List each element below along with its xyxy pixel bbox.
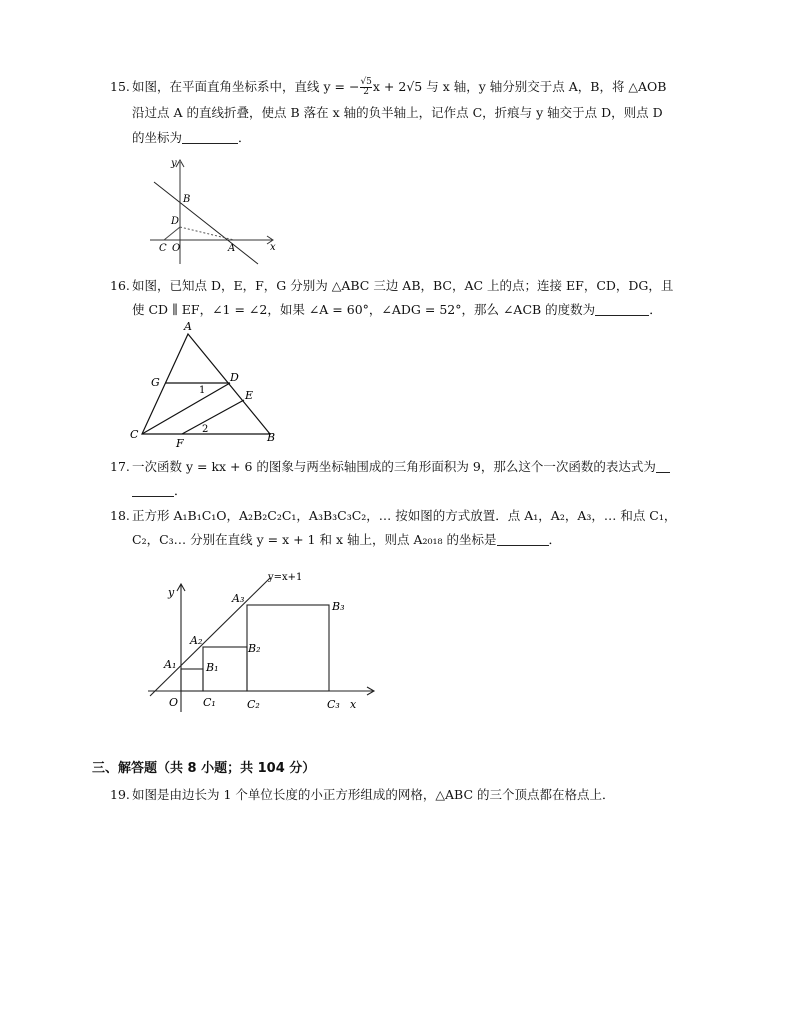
label-f: F [176,437,184,450]
segment-cd [142,383,230,434]
label-b: B [267,431,276,444]
question-17-line-2 [132,480,187,502]
period: ． [548,532,562,547]
answer-blank [497,531,549,546]
label-a2: A₂ [190,634,203,647]
answer-blank-continued [132,482,174,497]
answer-blank [656,458,670,473]
label-c2: C₂ [247,698,260,711]
label-c3: C₃ [327,698,340,711]
question-16-line-1: 如图，已知点 D，E，F，G 分别为 △ABC 三边 AB，BC，AC 上的点；连接 EF，CD，DG，且 [132,278,674,293]
segment-cd [164,227,180,240]
question-15-line-1 [132,76,667,98]
label-c1: C₁ [203,696,216,709]
question-number: 16. [110,278,130,293]
label-a: A [184,320,192,333]
label-o: O [172,243,181,254]
triangle-abc [142,334,270,434]
question-18-line-1: 正方形 A₁B₁C₁O，A₂B₂C₂C₁，A₃B₃C₃C₂，… 按如图的方式放置．点 A₁，A₂，A₃，… 和点 C₁， [132,508,677,523]
question-text: C₂，C₃… 分别在直线 y = x + 1 和 x 轴上，则点 A₂₀₁₈ 的坐标是 [132,532,497,547]
label-b2: B₂ [248,642,261,655]
label-x: x [270,242,276,253]
fraction [360,78,371,97]
question-text: 一次函数 y = kx + 6 的图象与两坐标轴围成的三角形面积为 9，那么这个一次函数的表达式为 [132,459,656,474]
label-a: A [228,243,236,254]
question-19-line-1: 如图是由边长为 1 个单位长度的小正方形组成的网格，△ABC 的三个顶点都在格点上． [132,787,615,802]
label-y: y [171,158,177,169]
question-text: 如图，在平面直角坐标系中，直线 y = − [132,79,360,94]
label-a3: A₃ [232,592,245,605]
square-1 [181,669,203,691]
fold-line-ad [180,227,234,240]
question-number: 17. [110,459,130,474]
question-number: 18. [110,508,130,523]
fraction-numerator: √5 [360,77,372,87]
question-15-line-2: 沿过点 A 的直线折叠，使点 B 落在 x 轴的负半轴上，记作点 C，折痕与 y 轴交于点 D，则点 D [132,105,663,120]
label-a1: A₁ [164,658,177,671]
label-b: B [183,194,191,205]
label-angle-2: 2 [202,424,209,435]
label-d: D [230,371,239,384]
label-e: E [245,389,254,402]
question-17-line-1 [132,456,670,478]
question-text: 使 CD ∥ EF，∠1 = ∠2，如果 ∠A = 60°，∠ADG = 52°，那么 ∠ACB 的度数为 [132,302,596,317]
fraction-denominator: 2 [363,87,370,97]
question-15-line-3 [132,127,251,149]
question-number: 15. [110,79,130,94]
figure-q18 [140,566,380,716]
figure-q15 [146,154,278,268]
figure-q16 [126,318,286,450]
question-number: 19. [110,787,130,802]
label-b3: B₃ [332,600,345,613]
label-d: D [171,216,180,227]
label-c: C [130,428,139,441]
label-x: x [350,698,357,711]
label-g: G [151,376,160,389]
answer-blank [182,129,238,144]
label-c: C [159,243,167,254]
label-y: y [168,586,175,599]
label-o: O [169,696,179,709]
question-text: x + 2√5 与 x 轴，y 轴分别交于点 A，B，将 △AOB [372,79,667,94]
line-ab [154,182,258,264]
period: ． [238,130,251,145]
label-b1: B₁ [206,661,219,674]
period: ． [649,302,662,317]
period: ． [174,483,187,498]
label-line: y=x+1 [268,572,303,583]
answer-blank [595,301,649,316]
question-18-line-2 [132,529,561,551]
label-angle-1: 1 [199,385,206,396]
question-text: 的坐标为 [132,130,183,145]
section-heading: 三、解答题（共 8 小题；共 104 分） [92,761,316,776]
